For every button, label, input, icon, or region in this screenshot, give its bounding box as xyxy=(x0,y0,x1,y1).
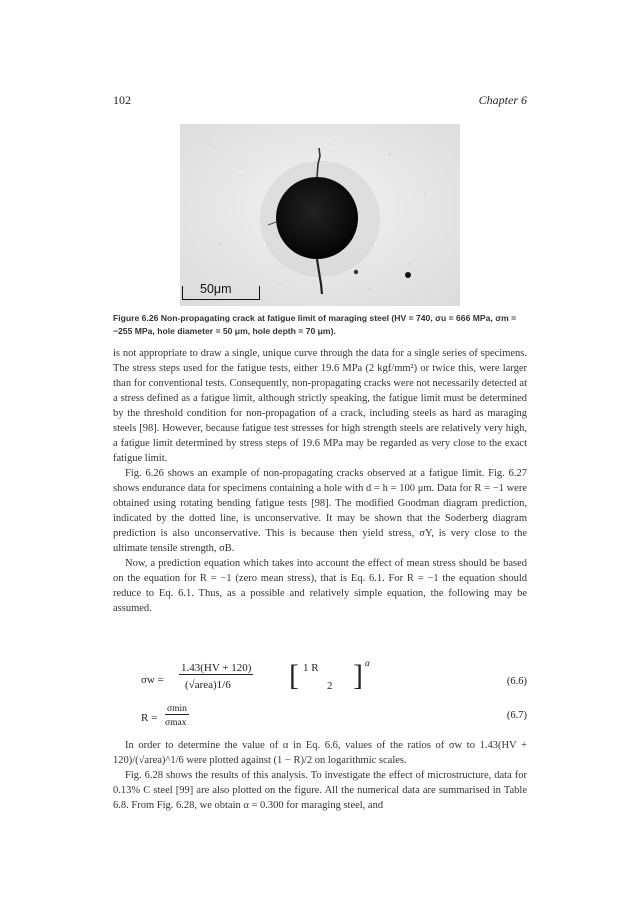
body-text-block-1 xyxy=(113,346,527,616)
page-header xyxy=(113,93,527,109)
chapter-title: Chapter 6 xyxy=(478,93,527,107)
eq66-right-bracket: ] xyxy=(353,659,363,692)
scale-bar-tick-right xyxy=(259,286,260,300)
paragraph-3: Now, a prediction equation which takes into account the effect of mean stress should be based on the equation for R = −1 (zero mean stress), that is Eq. 6.1. For R = −1 the equation should reduce to Eq. 6.1. Thus, as a possible and relatively simple equation, the following may be assumed. xyxy=(113,558,527,614)
equation-6-6 xyxy=(113,658,527,702)
eq67-numerator: σmin xyxy=(167,704,187,714)
eq66-number: (6.6) xyxy=(506,676,527,687)
micrograph-figure xyxy=(180,124,460,306)
eq67-number: (6.7) xyxy=(506,710,527,721)
paragraph-4: In order to determine the value of α in Eq. 6.6, values of the ratios of σw to 1.43(HV + 120)/(√area)^1/6 were plotted against (1 − R)/2 on logarithmic scales. xyxy=(113,740,527,766)
eq67-lhs: R = xyxy=(141,712,158,724)
eq66-left-bracket: [ xyxy=(289,659,299,692)
micrograph-image xyxy=(180,124,460,306)
eq66-numerator: 1.43(HV + 120) xyxy=(181,662,252,674)
eq66-denominator: (√area)1/6 xyxy=(185,679,231,691)
eq66-bracket-bottom: 2 xyxy=(327,680,333,692)
scale-bar-label: 50μm xyxy=(200,282,232,296)
paragraph-2: Fig. 6.26 shows an example of non-propagating cracks observed at a fatigue limit. Fig. 6.27 shows endurance data for specimens containing a hole with d = h = 100 μm. Data for R = −1 were obtained using rotating bending fatigue tests [98]. The modified Goodman diagram prediction, indicated by the dotted line, is unconservative. It may be shown that the Soderberg diagram prediction is also unconservative. This is because then yield stress, σY, is very close to the ultimate tensile strength, σB. xyxy=(113,468,527,554)
body-text-block-2 xyxy=(113,738,527,813)
figure-caption: Figure 6.26 Non-propagating crack at fatigue limit of maraging steel (HV = 740, σu = 666 MPa, σm = −255 MPa, hole diameter = 50 μm, hole depth = 70 μm). xyxy=(113,313,517,336)
eq66-exponent: α xyxy=(365,658,370,668)
scale-bar-tick-left xyxy=(182,286,183,300)
scale-bar-line xyxy=(182,299,260,300)
page-number: 102 xyxy=(113,93,131,107)
scale-bar xyxy=(182,284,260,300)
eq66-bracket-top: 1 R xyxy=(303,662,319,674)
eq66-lhs: σw = xyxy=(141,674,164,686)
eq67-denominator: σmax xyxy=(165,718,187,728)
paragraph-5: Fig. 6.28 shows the results of this analysis. To investigate the effect of microstructure, data for 0.13% C steel [99] are also plotted on the figure. All the numerical data are summarised in Table 6.8. From Fig. 6.28, we obtain α = 0.300 for maraging steel, and xyxy=(113,770,527,811)
paragraph-1: is not appropriate to draw a single, unique curve through the data for a single series of specimens. The stress steps used for the fatigue tests, either 19.6 MPa (2 kgf/mm²) or twice this, were larger than for conventional tests. Consequently, non-propagating cracks were not necessarily detected at a stress defined as a fatigue limit, although strictly speaking, the fatigue limit must be determined by the threshold condition for non-propagation of a crack, including steels as hard as maraging steels [98]. However, because fatigue test stresses for high strength steels are relatively very high, a fatigue limit determined by stress steps of 19.6 MPa may be regarded as very close to the exact fatigue limit. xyxy=(113,348,527,464)
